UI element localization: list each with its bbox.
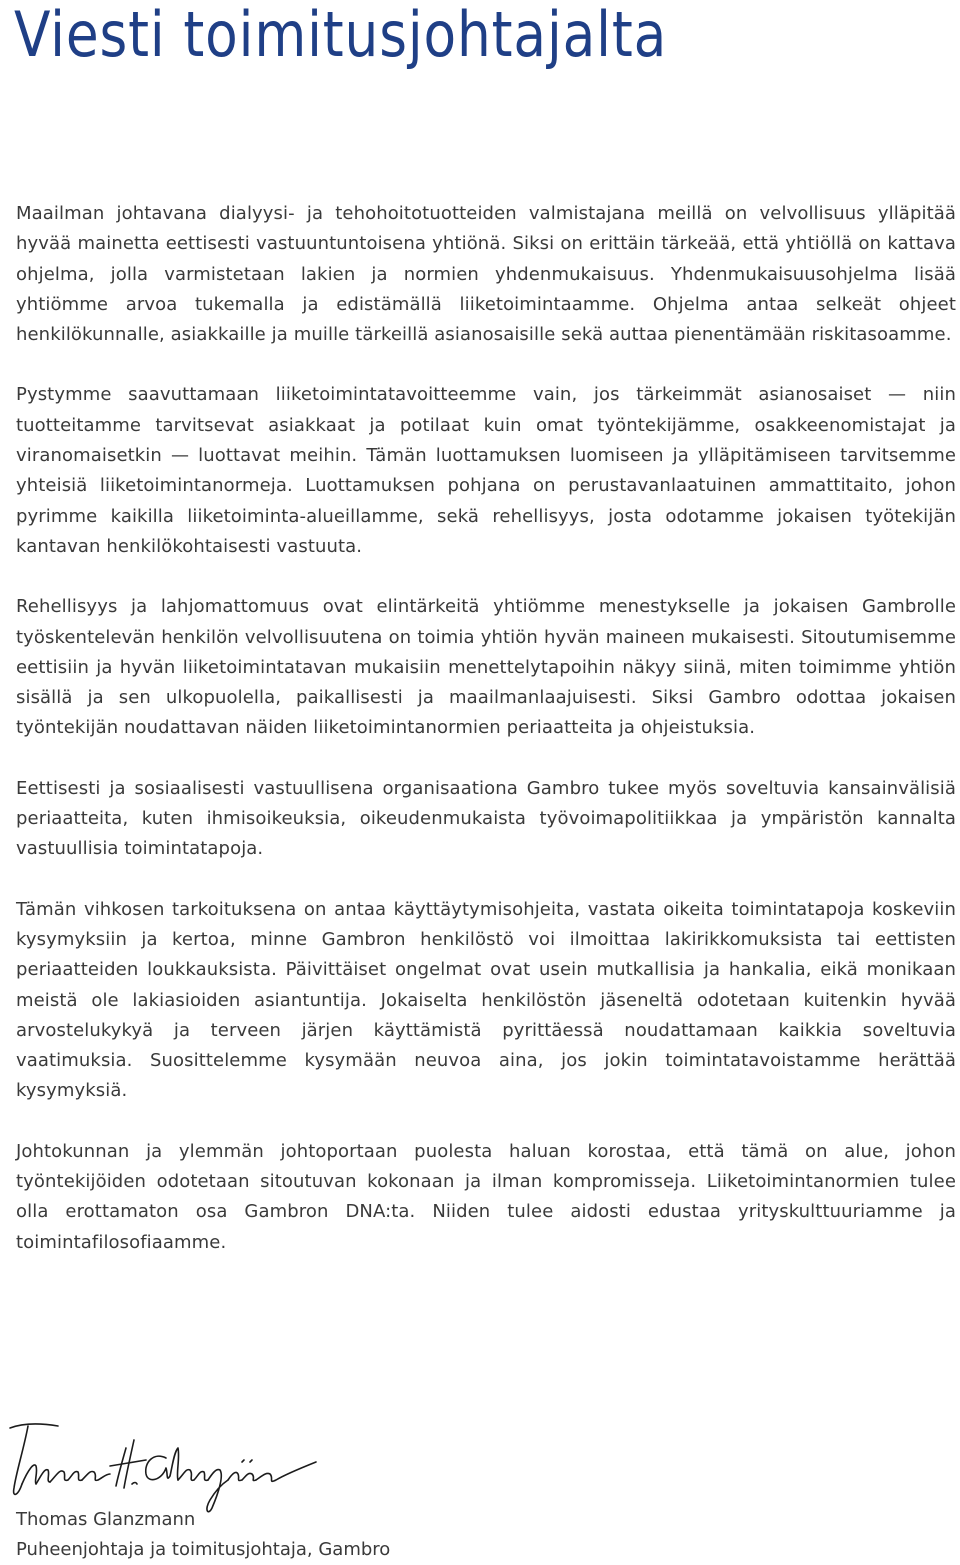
paragraph: Eettisesti ja sosiaalisesti vastuullisena organisaationa Gambro tukee myös soveltuvia kansainvälisiä periaatteita, kuten ihmisoikeuksia, oikeudenmukaista työvoimapolitiikkaa ja ympäristön kannalta vastuullisia toimintatapoja. bbox=[16, 777, 956, 860]
paragraph: Pystymme saavuttamaan liiketoimintatavoitteemme vain, jos tärkeimmät asianosaiset — niin tuotteitamme tarvitsevat asiakkaat ja potilaat kuin omat työntekijämme, osakkeenomistajat ja viranomaisetkin — luottavat meihin. Tämän luottamuksen luomiseen ja ylläpitämiseen tarvitsemme yhteisiä liiketoimintanormeja. Luottamuksen pohjana on perustavanlaatuinen ammattitaito, johon pyrimme kaikilla liiketoiminta-alueillamme, sekä rehellisyys, josta odotamme jokaisen työtekijän kantavan henkilökohtaisesti vastuuta. bbox=[16, 384, 956, 557]
signatory-role: Puheenjohtaja ja toimitusjohtaja, Gambro bbox=[16, 1539, 391, 1560]
paragraph: Tämän vihkosen tarkoituksena on antaa käyttäytymisohjeita, vastata oikeita toimintatapoja koskeviin kysymyksiin ja kertoa, minne Gambron henkilöstö voi ilmoittaa lakirikkomuksista tai eettisten periaatteiden loukkauksista. Päivittäiset ongelmat ovat usein mutkallisia ja hankalia, eikä monikaan meistä ole lakiasioiden asiantuntija. Jokaiselta henkilöstön jäseneltä odotetaan kuitenkin hyvää arvostelukykyä ja terveen järjen käyttämistä pyrittäessä noudattamaan kaikkia soveltuvia vaatimuksia. Suosittelemme kysymään neuvoa aina, jos jokin toimintatavoistamme herättää kysymyksiä. bbox=[16, 898, 956, 1102]
signatory-name: Thomas Glanzmann bbox=[16, 1509, 196, 1530]
paragraph: Johtokunnan ja ylemmän johtoportaan puolesta haluan korostaa, että tämä on alue, johon työntekijöiden odotetaan sitoutuvan kokonaan ja ilman kompromisseja. Liiketoimintanormien tulee olla erottamaton osa Gambron DNA:ta. Niiden tulee aidosti edustaa yrityskulttuuriamme ja toimintafilosofiaamme. bbox=[16, 1140, 956, 1253]
letter-body bbox=[16, 199, 956, 1288]
paragraph: Rehellisyys ja lahjomattomuus ovat elintärkeitä yhtiömme menestykselle ja jokaisen Gambrolle työskentelevän henkilön velvollisuutena on toimia yhtiön hyvän maineen mukaisesti. Sitoutumisemme eettisiin ja hyvän liiketoimintatavan mukaisiin menettelytapoihin näkyy siinä, miten toimimme yhtiön sisällä ja sen ulkopuolella, paikallisesti ja maailmanlaajuisesti. Siksi Gambro odottaa jokaisen työntekijän noudattavan näiden liiketoimintanormien periaatteita ja ohjeistuksia. bbox=[16, 596, 956, 739]
handwritten-signature bbox=[6, 1418, 336, 1518]
page-title: Viesti toimitusjohtajalta bbox=[14, 0, 668, 71]
paragraph: Maailman johtavana dialyysi- ja tehohoitotuotteiden valmistajana meillä on velvollisuus ylläpitää hyvää mainetta eettisesti vastuuntuntoisena yhtiönä. Siksi on erittäin tärkeää, että yhtiöllä on kattava ohjelma, jolla varmistetaan lakien ja normien yhdenmukaisuus. Yhdenmukaisuusohjelma lisää yhtiömme arvoa tukemalla ja edistämällä liiketoimintaamme. Ohjelma antaa selkeät ohjeet henkilökunnalle, asiakkaille ja muille tärkeillä asianosaisille sekä auttaa pienentämään riskitasoamme. bbox=[16, 203, 956, 346]
signature-block bbox=[16, 1505, 390, 1565]
